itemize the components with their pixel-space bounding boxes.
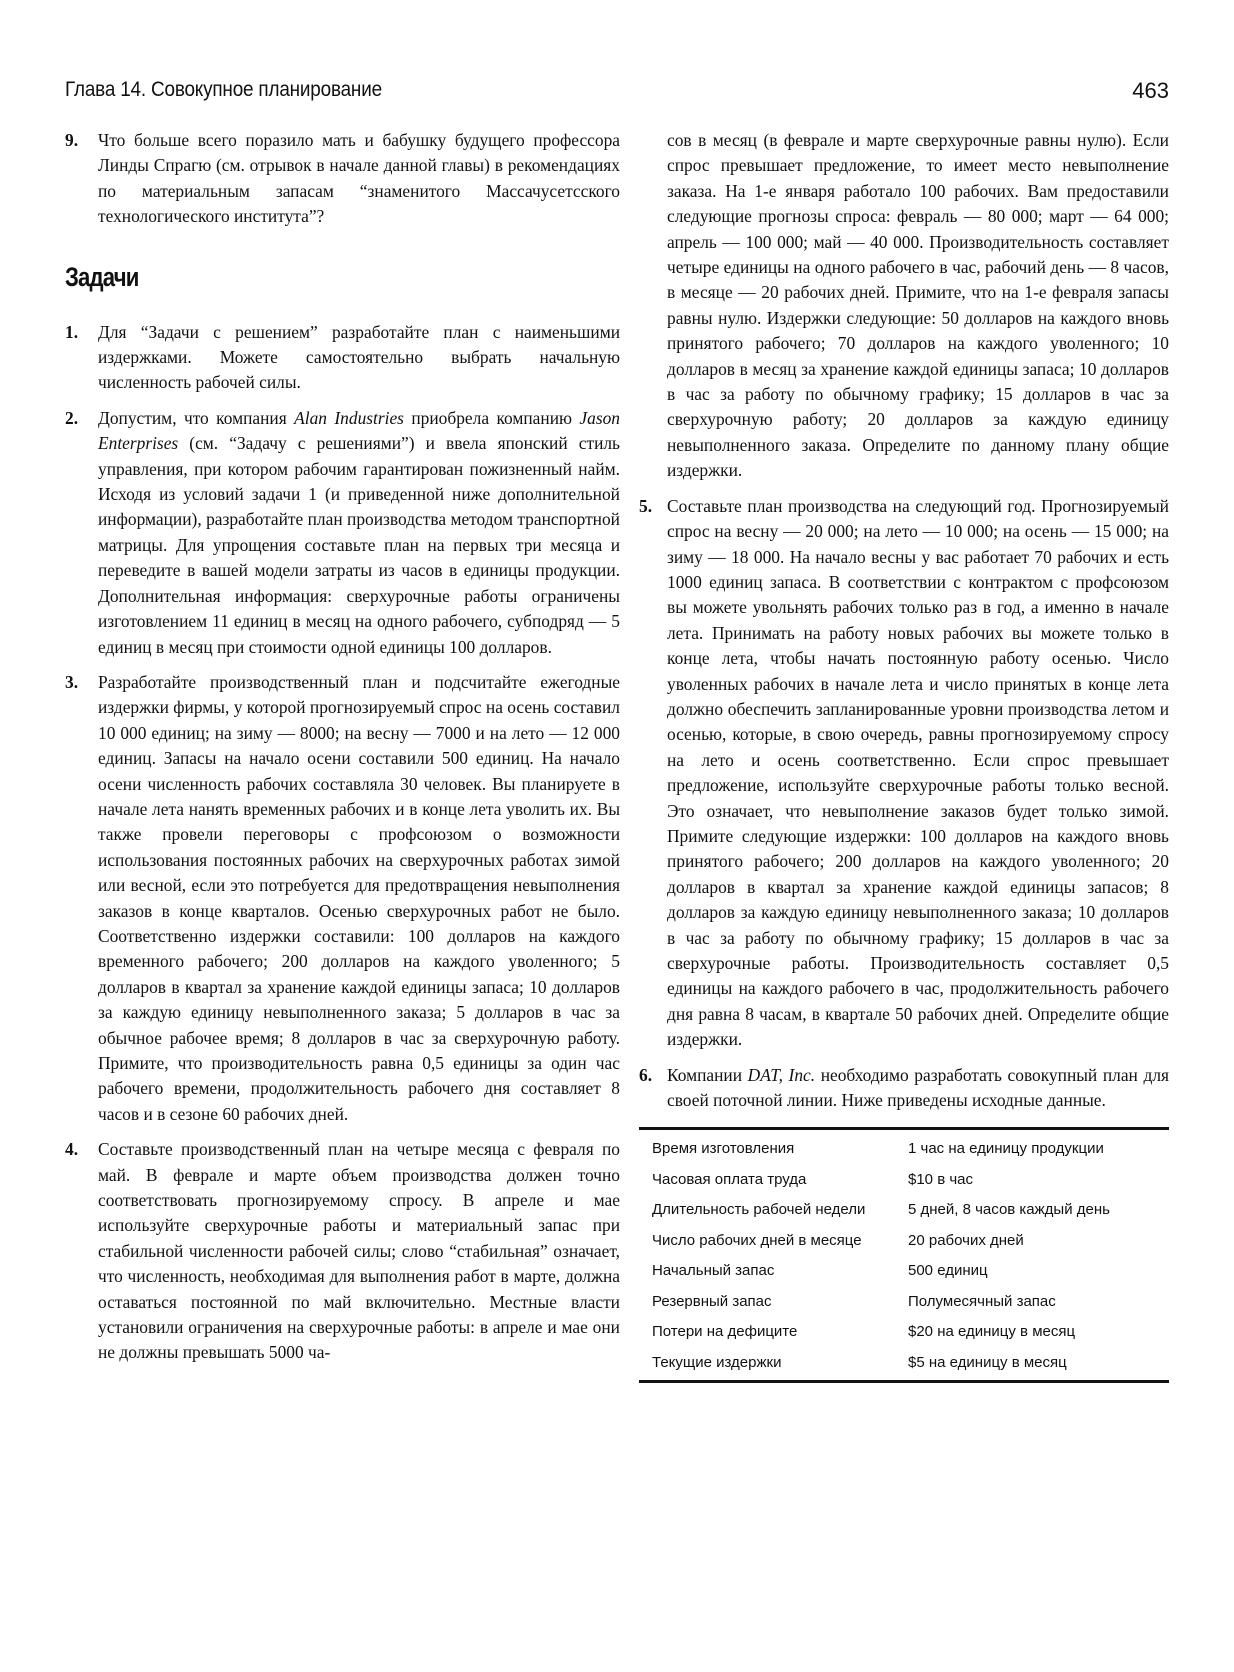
company-name: Alan Industries: [294, 407, 404, 428]
problem-number: 3.: [65, 671, 79, 692]
problem-1: [65, 320, 620, 396]
question-text: Что больше всего поразило мать и бабушку будущего профессора Линды Спрагю (см. отрывок в начале данной главы) в рекомендациях по материальным запасам “знаменитого Массачусетсского технологического института”?: [98, 130, 620, 227]
problem-text: Составьте производственный план на четыре месяца с февраля по май. В феврале и марте объем производства должен точно соответствовать прогнозируемому спросу. В апреле и мае используйте сверхурочные работы и материальный запас при стабильной численности рабочей силы; слово “стабильная” означает, что численность, необходимая для выполнения работ в марте, должна оставаться постоянной по май включительно. Местные власти установили ограничения на сверхурочные работы: в апреле и мае они не должны превышать 5000 ча-: [98, 1139, 620, 1363]
table-row: [639, 1134, 1169, 1165]
problem-3: [65, 670, 620, 1127]
table-row: [639, 1287, 1169, 1318]
problem-text-part: (см. “Задачу с решениями”) и ввела японский стиль управления, при котором рабочим гарантирован пожизненный найм. Исходя из условий задачи 1 (и приведенной ниже дополнительной информации), разработайте план производства методом транспортной матрицы. Для упрощения составьте план на первых три месяца и переведите в вашей модели затраты из часов в единицы продукции. Дополнительная информация: сверхурочные работы ограничены изготовлением 11 единиц в месяц на одного рабочего, субподряд — 5 единиц в месяц при стоимости одной единицы 100 долларов.: [98, 433, 620, 657]
row-label: Начальный запас: [652, 1262, 775, 1280]
row-value: $20 на единицу в месяц: [908, 1323, 1076, 1341]
question-number: 9.: [65, 130, 79, 150]
table-row: [639, 1348, 1169, 1379]
problem-6: [639, 1063, 1169, 1114]
company-name: DAT, Inc.: [747, 1064, 816, 1085]
row-value: Полумесячный запас: [908, 1292, 1056, 1310]
row-label: Текущие издержки: [652, 1353, 782, 1371]
company-name: Jason Enterprises: [98, 407, 620, 454]
question-9: [65, 128, 620, 230]
row-label: Число рабочих дней в месяце: [652, 1231, 862, 1249]
problem-text-part: Допустим, что компания: [98, 407, 295, 428]
running-head: [65, 78, 1059, 108]
problem-text: Разработайте производственный план и подсчитайте ежегодные издержки фирмы, у которой прогнозируемый спрос на осень составил 10 000 единиц; на зиму — 8000; на весну — 7000 и на лето — 12 000 единиц. Запасы на начало осени составили 500 единиц. На начало осени численность рабочих составляла 30 человек. Вы планируете в начале лета нанять временных рабочих и в конце лета уволить их. Вы также провели переговоры с профсоюзом о возможности использования постоянных рабочих на сверхурочных работах зимой или весной, если это потребуется для предотвращения невыполнения заказов в конце кварталов. Осенью сверхурочных работ не было. Соответственно издержки составили: 100 долларов на каждого временного рабочего; 200 долларов на каждого уволенного; 5 долларов в квартал за хранение каждой единицы запаса; 10 долларов за каждую единицу невыполненного заказа; 5 долларов в час за обычное рабочее время; 8 долларов в час за сверхурочную работу. Примите, что производительность равна 0,5 единицы за один час рабочего времени, продолжительность рабочего дня составляет 8 часов и в сезоне 60 рабочих дней.: [98, 671, 620, 1124]
table-row: [639, 1226, 1169, 1257]
row-value: $5 на единицу в месяц: [908, 1353, 1067, 1371]
table-row: [639, 1317, 1169, 1348]
row-value: 500 единиц: [908, 1262, 988, 1280]
row-label: Длительность рабочей недели: [652, 1201, 866, 1219]
row-value: 5 дней, 8 часов каждый день: [908, 1201, 1110, 1219]
table-row: [639, 1256, 1169, 1287]
page-number: 463: [1132, 78, 1169, 103]
problem-4: [65, 1137, 620, 1366]
row-label: Время изготовления: [652, 1140, 795, 1158]
input-data-table: [639, 1127, 1169, 1383]
table-row: [639, 1195, 1169, 1226]
problem-text-part: Компании: [667, 1064, 748, 1085]
row-value: 1 час на единицу продукции: [908, 1140, 1104, 1158]
problem-number: 1.: [65, 321, 79, 342]
problem-text: Составьте план производства на следующий год. Прогнозируемый спрос на весну — 20 000; на лето — 10 000; на осень — 15 000; на зиму — 18 000. На начало весны у вас работает 70 рабочих и есть 1000 единиц запаса. В соответствии с контрактом с профсоюзом вы можете увольнять рабочих только раз в год, а именно в начале лета. Принимать на работу новых рабочих вы можете только в конце лета, чтобы начать постоянную работу осенью. Число уволенных рабочих в начале лета и число принятых в конце лета должно обеспечить запланированные уровни производства летом и осенью, которые, в свою очередь, равны прогнозируемому спросу на лето и осень соответственно. Если спрос превышает предложение, используйте сверхурочные работы только весной. Это означает, что невыполнение заказов будет только зимой. Примите следующие издержки: 100 долларов на каждого вновь принятого рабочего; 200 долларов на каждого уволенного; 20 долларов в квартал за хранение каждой единицы запасов; 8 долларов за каждую единицу невыполненного заказа; 10 долларов в час за работу по обычному графику; 15 долларов в час за сверхурочные работы. Производительность составляет 0,5 единицы на каждого рабочего в час, продолжительность рабочего дня равна 8 часам, в квартале 50 рабочих дней. Определите общие издержки.: [667, 495, 1169, 1050]
row-label: Часовая оплата труда: [652, 1170, 807, 1188]
problem-number: 5.: [639, 495, 653, 516]
problem-text-part: необходимо разработать совокупный план для своей поточной линии. Ниже приведены исходные данные.: [667, 1064, 1169, 1111]
problem-text: Для “Задачи с решением” разработайте план с наименьшими издержками. Можете самостоятельно выбрать начальную численность рабочей силы.: [98, 321, 620, 393]
problem-5: [639, 494, 1169, 1053]
row-value: $10 в час: [908, 1170, 973, 1188]
row-label: Потери на дефиците: [652, 1323, 798, 1341]
problem-4-continued: [639, 128, 1169, 484]
problem-number: 6.: [639, 1064, 653, 1085]
chapter-title: Глава 14. Совокупное планирование: [65, 78, 382, 101]
right-column: [639, 128, 1169, 1383]
left-column: [65, 128, 620, 1376]
problem-text: сов в месяц (в феврале и марте сверхурочные равны нулю). Если спрос превышает предложение, то имеет место невыполнение заказа. На 1-е января работало 100 рабочих. Вам предоставили следующие прогнозы спроса: февраль — 80 000; март — 64 000; апрель — 100 000; май — 40 000. Производительность составляет четыре единицы на одного рабочего в час, рабочий день — 8 часов, в месяце — 20 рабочих дней. Примите, что на 1-е февраля запасы равны нулю. Издержки следующие: 50 долларов на каждого вновь принятого рабочего; 70 долларов на каждого уволенного; 10 долларов в месяц за хранение каждой единицы запаса; 10 долларов в час за работу по обычному графику; 15 долларов в час за сверхурочную работу; 20 долларов за каждую единицу невыполненного заказа. Определите по данному плану общие издержки.: [667, 130, 1169, 481]
book-page: [65, 0, 1169, 1672]
problem-text-part: приобрела компанию: [403, 407, 580, 428]
section-heading: Задачи: [65, 261, 139, 292]
problem-number: 2.: [65, 407, 79, 428]
row-value: 20 рабочих дней: [908, 1231, 1024, 1249]
problem-2: [65, 406, 620, 660]
table-row: [639, 1165, 1169, 1196]
problem-number: 4.: [65, 1139, 79, 1160]
row-label: Резервный запас: [652, 1292, 772, 1310]
